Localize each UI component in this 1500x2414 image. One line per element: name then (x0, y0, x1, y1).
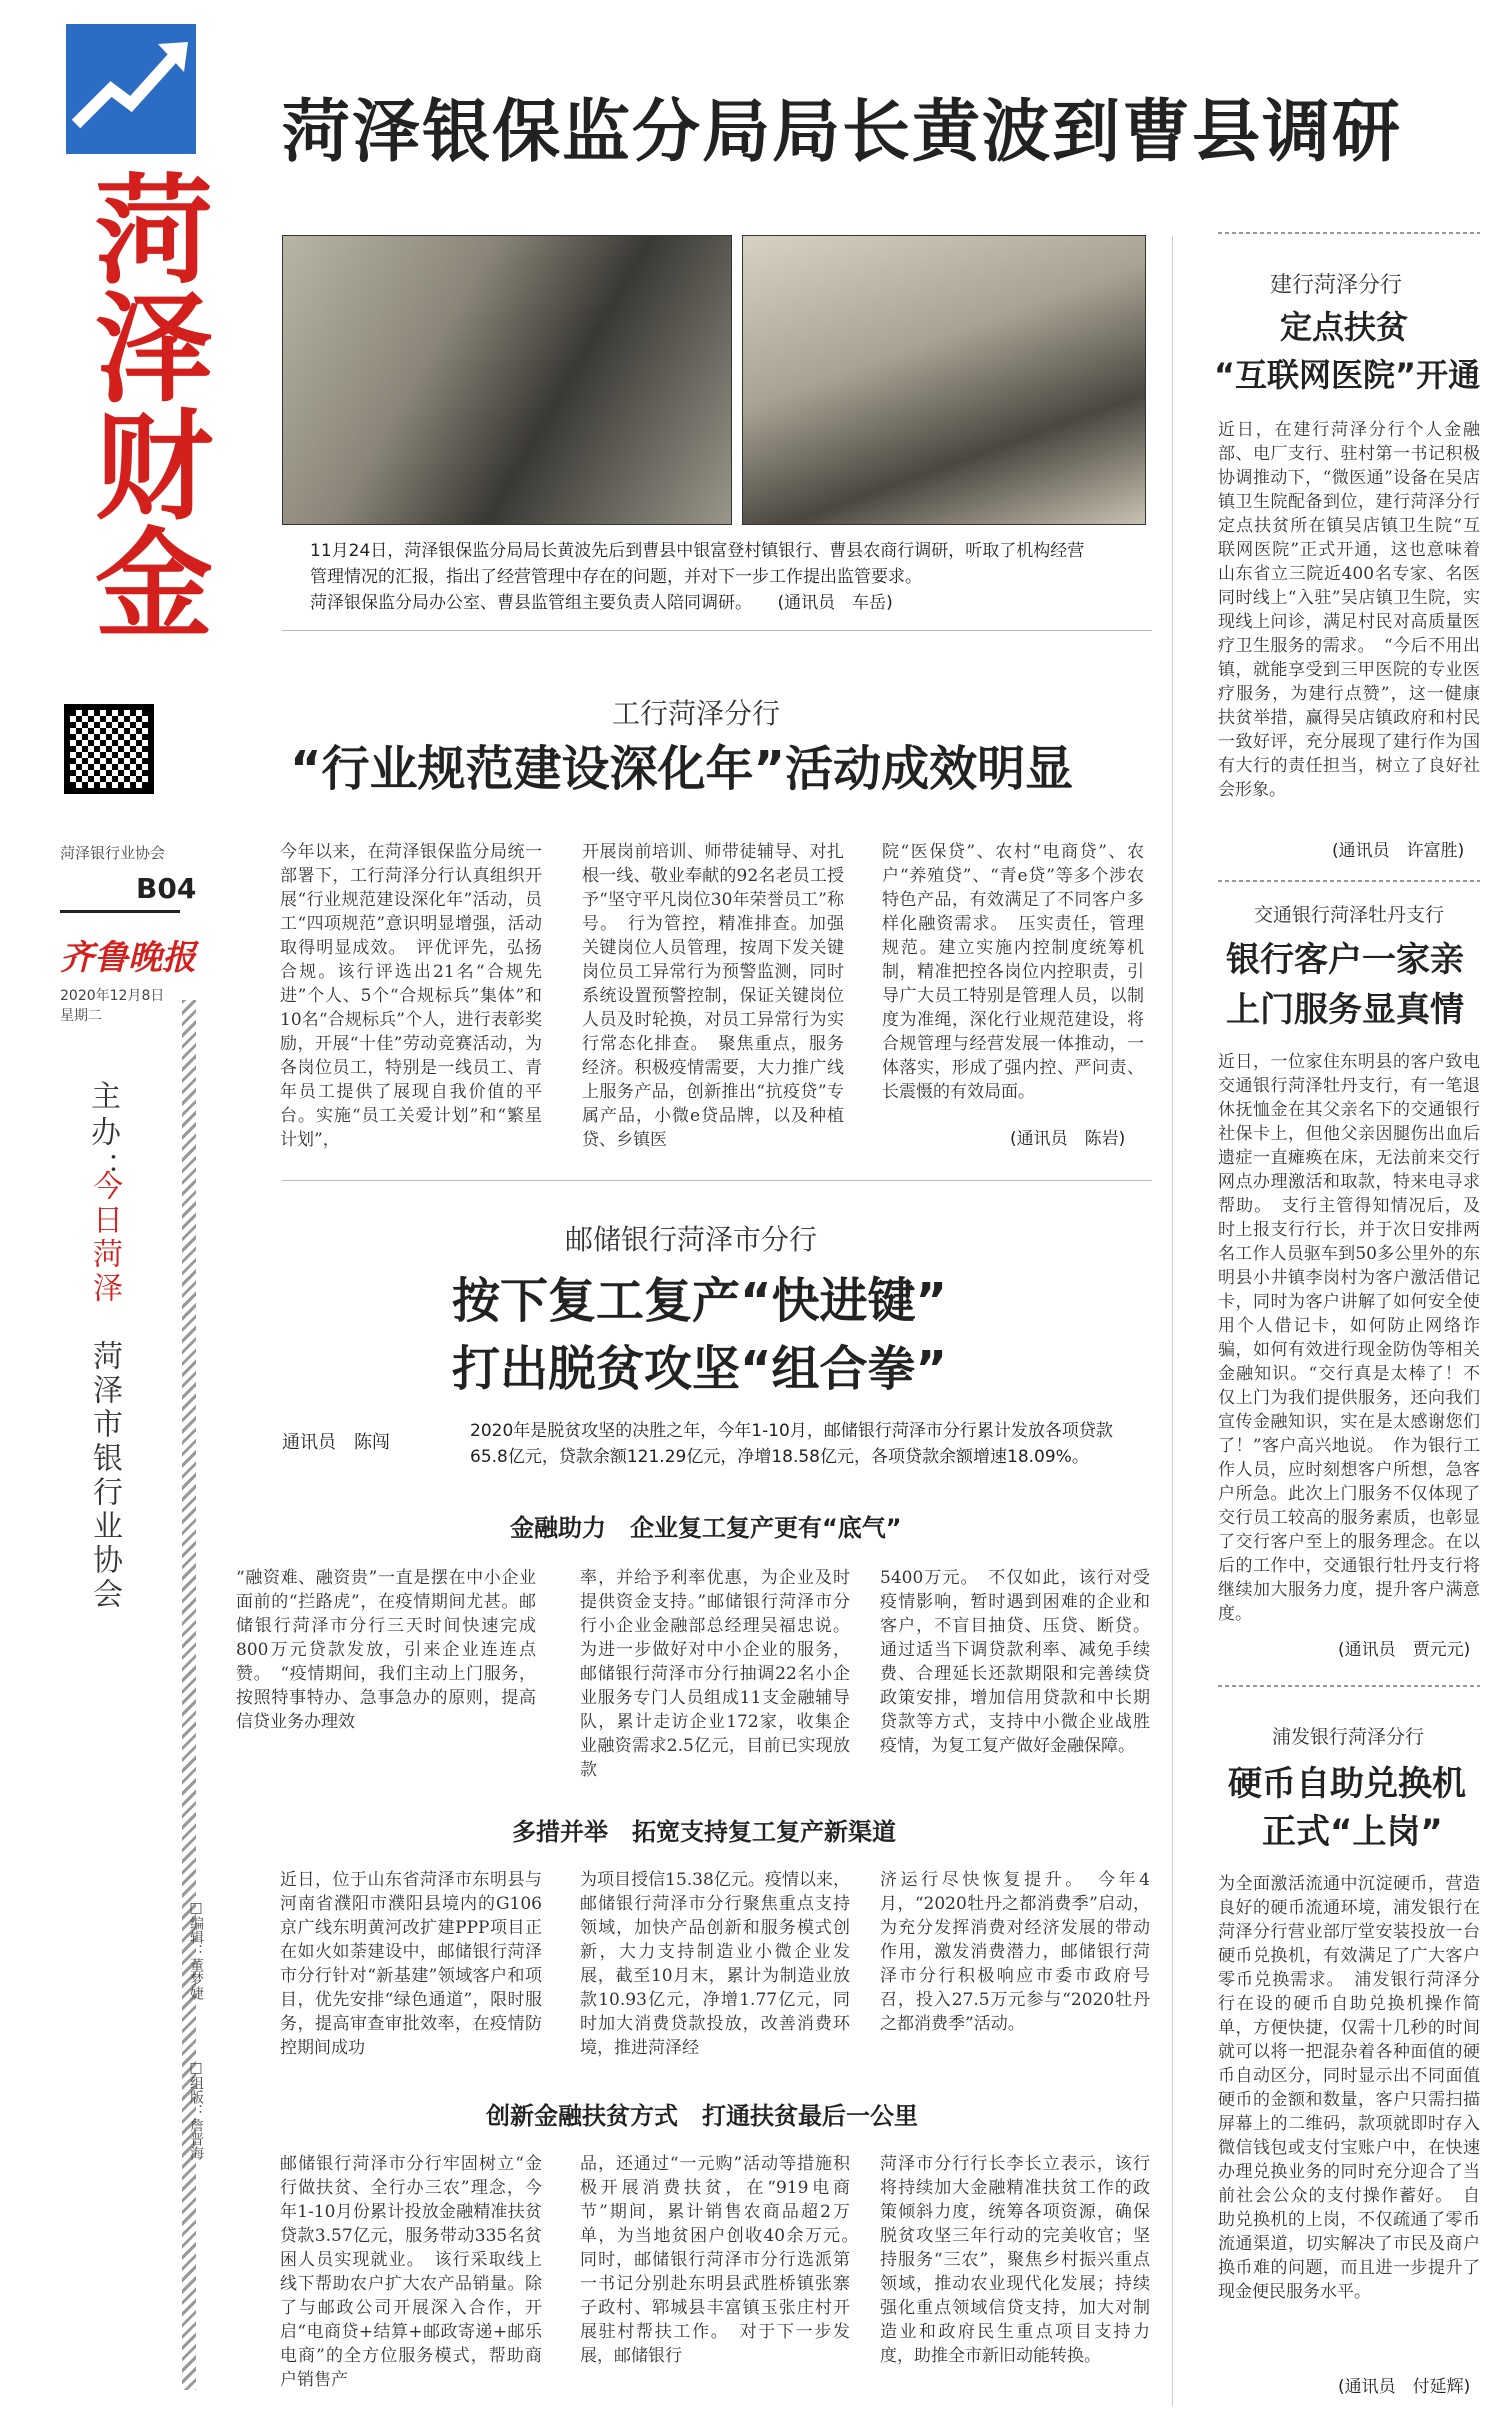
right3-byline: (通讯员 付延辉) (1338, 2377, 1471, 2397)
story3-subhead-2: 多措并举 拓宽支持复工复产新渠道 (512, 1818, 896, 1846)
right2-body: 近日，一位家住东明县的客户致电交通银行菏泽牡丹支行，有一笔退休抚恤金在其父亲名下的交通银行社保卡上，但他父亲因腿伤出血后遗症一直瘫痪在床，无法前来交行网点办理激活和取款，特来电寻求帮助。 支行主管得知情况后，及时上报支行行长，并于次日安排两名工作人员驱车到50多公里外的东明县小井镇李岗村为客户激活借记卡，同时为客户讲解了如何安全使用个人借记卡，如何防止网络诈骗，如何有效进行现金防伪等相关金融知识。“交行真是太棒了！不仅上门为我们提供服务，还向我们宣传金融知识，实在是太感谢您们了！”客户高兴地说。 作为银行工作人员，应时刻想客户所想，急客户所急。此次上门服务不仅体现了交行员工较高的服务素质，也彰显了交行客户至上的服务理念。在以后的工作中，交通银行牡丹支行将继续加大服务力度，提升客户满意度。 (1218, 1052, 1480, 1624)
story3-kicker: 邮储银行菏泽市分行 (565, 1223, 818, 1256)
host-name: 今日菏泽 (87, 1170, 122, 1306)
chart-arrow-icon (66, 24, 196, 154)
story3-column: 率，并给予利率优惠，为企业及时提供资金支持。”邮储银行菏泽市分行小企业金融部总经理吴福忠说。为进一步做好对中小企业的服务，邮储银行菏泽市分行抽调22名小企业服务专门人员组成11支金融辅导队，累计走访企业172家，收集企业融资需求2.5亿元，目前已实现放款 (580, 1568, 850, 1780)
column-divider (1172, 236, 1173, 2406)
right3-body: 为全面激活流通中沉淀硬币，营造良好的硬币流通环境，浦发银行在菏泽分行营业部厅堂安装投放一台硬币兑换机，有效满足了广大客户零币兑换需求。 浦发银行菏泽分行在设的硬币自助兑换机操作简单，方便快捷，仅需十几秒的时间就可以将一把混杂着各种面值的硬币自动区分，同时显示出不同面值硬币的金额和数量，客户只需扫描屏幕上的二维码，款项就即时存入微信钱包或支付宝账户中，在快速办理兑换业务的同时充分迎合了当前社会公众的支付操作蓄好。 自助兑换机的上岗，不仅疏通了零币流通渠道，切实解决了市民及商户换币难的问题，而且进一步提升了现金便民服务水平。 (1218, 1874, 1480, 2302)
story3-column: 菏泽市分行行长李长立表示，该行将持续加大金融精准扶贫工作的政策倾斜力度，统筹各项资源，确保脱贫攻坚三年行动的完美收官；坚持服务“三农”，聚焦乡村振兴重点领域，推动农业现代化发展；持续强化重点领域信贷支持，加大对制造业和政府民生重点项目支持力度，助推全市新旧动能转换。 (880, 2154, 1150, 2366)
news-photo-2 (742, 235, 1146, 525)
qr-code (64, 704, 154, 794)
right3-kicker: 浦发银行菏泽分行 (1272, 1726, 1425, 1748)
story3-column: 为项目授信15.38亿元。疫情以来，邮储银行菏泽市分行聚焦重点支持领域，加快产品创新和服务模式创新，大力支持制造业小微企业发展，截至10月末，累计为制造业放款10.93亿元，净增1.77亿元，同时加大消费贷款投放，改善消费环境，推进菏泽经 (580, 1870, 850, 2058)
divider (1218, 1685, 1480, 1687)
story3-headline-2: 打出脱贫攻坚“组合拳” (452, 1341, 948, 1397)
divider (282, 630, 1152, 631)
right2-kicker: 交通银行菏泽牡丹支行 (1254, 904, 1445, 926)
designer-credit: □组版：詹晋海 (188, 2060, 204, 2160)
story3-lead: 2020年是脱贫攻坚的决胜之年，今年1-10月，邮储银行菏泽市分行累计发放各项贷款65.8亿元，贷款余额121.29亿元，净增18.58亿元，各项贷款余额增速18.09%。 (470, 1421, 1113, 1467)
story2-column-1: 今年以来，在菏泽银保监分局统一部署下，工行菏泽分行认真组织开展“行业规范建设深化年”活动，员工“四项规范”意识明显增强，活动取得明显成效。 评优评先，弘扬合规。该行评选出21名“合规先进”个人、5个“合规标兵”集体”和10名“合规标兵”个人，进行表彰奖励，开展“十佳”劳动竞赛活动，为各岗位员工，特别是一线员工、青年员工提供了展现自我价值的平台。实施“员工关爱计划”和“繁星计划”， (280, 842, 542, 1150)
caption-line: 11月24日，菏泽银保监分局局长黄波先后到曹县中银富登村镇银行、曹县农商行调研，听取了机构经营 (310, 541, 1085, 561)
divider (282, 1180, 1152, 1181)
brand-logo (66, 24, 196, 154)
photo-caption (310, 538, 1150, 616)
story2-byline: (通讯员 陈岩) (1010, 1129, 1126, 1149)
weekday-text: 星期二 (60, 1008, 102, 1024)
story3-column: 近日，位于山东省菏泽市东明县与河南省濮阳市濮阳县境内的G106京广线东明黄河改扩建PPP项目正在如火如荼建设中，邮储银行菏泽市分行针对“新基建”领域客户和项目，优先安排“绿色通道”，限时服务，提高审查审批效率，在疫情防控期间成功 (280, 1870, 542, 2058)
publication-date (60, 986, 164, 1026)
page-number: B04 (136, 872, 197, 905)
date-text: 2020年12月8日 (60, 988, 165, 1004)
divider (1218, 880, 1480, 882)
right1-kicker: 建行菏泽分行 (1270, 273, 1403, 298)
right1-body: 近日，在建行菏泽分行个人金融部、电厂支行、驻村第一书记积极协调推动下，“微医通”设备在吴店镇卫生院配备到位，建行菏泽分行定点扶贫所在镇吴店镇卫生院“互联网医院”正式开通，这也意味着山东省立三院近400名专家、名医同时线上“入驻”吴店镇卫生院，实现线上问诊，满足村民对高质量医疗卫生服务的需求。 “今后不用出镇，就能享受到三甲医院的专业医疗服务，为建行点赞”，这一健康扶贫举措，赢得吴店镇政府和村民一致好评，充分展现了建行作为国有大行的责任担当，树立了良好社会形象。 (1218, 420, 1480, 800)
right1-headline-2: “互联网医院”开通 (1214, 356, 1481, 394)
lead-headline: 菏泽银保监分局局长黄波到曹县调研 (282, 93, 1403, 172)
editor-credit: □编辑：董梦婕 (188, 1900, 204, 2000)
host-association: 菏泽市银行业协会 (87, 1340, 122, 1612)
story3-subhead-3: 创新金融扶贫方式 打通扶贫最后一公里 (486, 2102, 918, 2130)
story2-kicker: 工行菏泽分行 (612, 697, 781, 730)
story3-byline: 通讯员 陈闯 (282, 1432, 390, 1453)
masthead-title: 菏泽财金 (75, 168, 214, 640)
story3-column: 5400万元。 不仅如此，该行对受疫情影响，暂时遇到困难的企业和客户，不盲目抽贷、压贷、断贷。通过适当下调贷款利率、减免手续费、合理延长还款期限和完善续贷政策安排，增加信用贷款和中长期贷款等方式，支持中小微企业战胜疫情，为复工复产做好金融保障。 (880, 1568, 1150, 1756)
news-photo-1 (282, 235, 732, 525)
right2-headline-2: 上门服务显真情 (1226, 990, 1464, 1030)
right3-headline-2: 正式“上岗” (1262, 1812, 1443, 1852)
story3-column: “融资难、融资贵”一直是摆在中小企业面前的“拦路虎”，在疫情期间尤甚。邮储银行菏泽市分行三天时间快速完成800万元贷款发放，引来企业连连点赞。 “疫情期间，我们主动上门服务，按照特事特办、急事急办的原则，提高信贷业务办理效 (236, 1568, 536, 1732)
caption-line: 菏泽银保监分局办公室、曹县监管组主要负责人陪同调研。 (通讯员 车岳) (310, 593, 893, 613)
association-label: 菏泽银行业协会 (60, 844, 166, 862)
story2-headline: “行业规范建设深化年”活动成效明显 (290, 741, 1074, 797)
right2-headline-1: 银行客户一家亲 (1226, 940, 1464, 980)
story3-subhead-1: 金融助力 企业复工复产更有“底气” (510, 1514, 902, 1542)
right1-headline-1: 定点扶贫 (1280, 308, 1409, 346)
decorative-border (182, 1000, 196, 2390)
story3-column: 济运行尽快恢复提升。 今年4月，“2020牡丹之都消费季”启动，为充分发挥消费对经济发展的带动作用，激发消费潜力，邮储银行菏泽市分行积极响应市委市政府号召，投入27.5万元参与“2020牡丹之都消费季”活动。 (880, 1870, 1150, 2034)
host-label: 主办： (85, 1080, 120, 1188)
divider (60, 910, 180, 913)
story3-headline-1: 按下复工复产“快进键” (452, 1273, 948, 1329)
right3-headline-1: 硬币自助兑换机 (1228, 1764, 1466, 1804)
divider (1218, 232, 1480, 234)
right1-byline: (通讯员 许富胜) (1332, 841, 1465, 861)
right2-byline: (通讯员 贾元元) (1338, 1640, 1471, 1660)
caption-line: 管理情况的汇报，指出了经营管理中存在的问题，并对下一步工作提出监管要求。 (310, 567, 922, 587)
story3-column: 邮储银行菏泽市分行牢固树立“金行做扶贫、全行办三农”理念，今年1-10月份累计投放金融精准扶贫贷款3.57亿元，服务带动335名贫困人员实现就业。 该行采取线上线下帮助农户扩大农产品销量。除了与邮政公司开展深入合作，开启“电商贷+结算+邮政寄递+邮乐电商”的全方位服务模式，帮助商户销售产 (280, 2154, 542, 2390)
caption-credit: (通讯员 车岳) (777, 593, 893, 613)
paper-name: 齐鲁晚报 (60, 938, 196, 978)
story2-column-3: 院“医保贷”、农村“电商贷”、农户“养殖贷”、“青e贷”等多个涉农特色产品，有效满足了不同客户多样化融资需求。 压实责任，管理规范。建立实施内控制度统筹机制，精准把控各岗位内控职责，引导广大员工特别是管理人员，以制度为准绳，深化行业规范建设，将合规管理与经营发展一体推动，一体落实，形成了强内控、严问责、长震慑的有效局面。 (882, 842, 1144, 1102)
story3-column: 品，还通过“一元购”活动等措施积极开展消费扶贫，在“919电商节”期间，累计销售农商品超2万单，为当地贫困户创收40余万元。 同时，邮储银行菏泽市分行选派第一书记分别赴东明县武胜桥镇张寨子政村、郓城县丰富镇玉张庄村开展驻村帮扶工作。 对于下一步发展，邮储银行 (580, 2154, 867, 2366)
story2-column-2: 开展岗前培训、师带徒辅导、对扎根一线、敬业奉献的92名老员工授予“坚守平凡岗位30年荣誉员工”称号。 行为管控，精准排查。加强关键岗位人员管理，按周下发关键岗位员工异常行为预警监测，同时系统设置预警控制，保证关键岗位人员及时轮换，对员工异常行为实行常态化排查。 聚焦重点，服务经济。积极疫情需要，大力推广线上服务产品，创新推出“抗疫贷”专属产品，小微e贷品牌，以及种植贷、乡镇医 (582, 842, 844, 1150)
